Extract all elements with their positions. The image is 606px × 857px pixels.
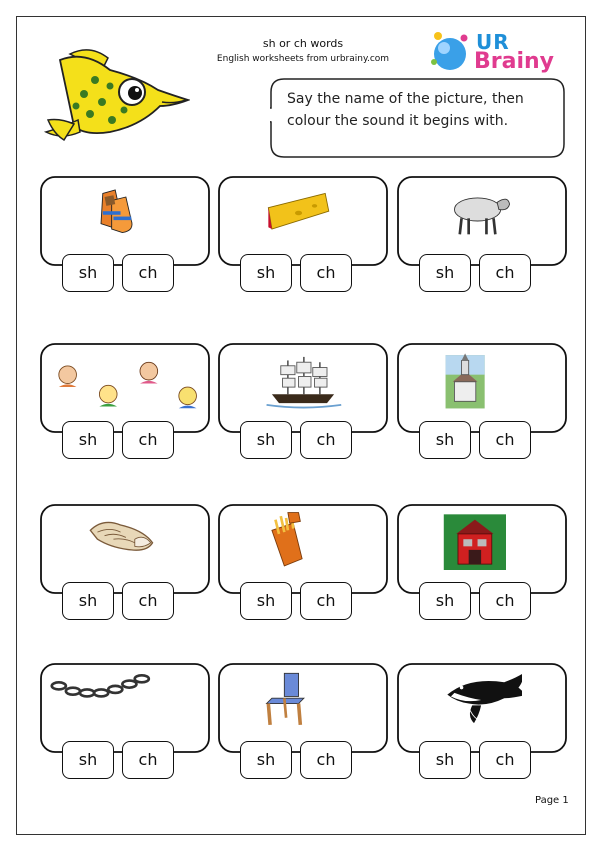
picture-card [40, 504, 210, 626]
picture-card [218, 504, 388, 626]
sound-option-sh[interactable]: sh [419, 421, 471, 459]
shark-icon [442, 671, 522, 729]
shoes-icon [85, 184, 165, 242]
instruction-line-1: Say the name of the picture, then [287, 91, 524, 107]
picture-card [218, 343, 388, 465]
picture-card [397, 504, 567, 626]
sound-option-sh[interactable]: sh [62, 421, 114, 459]
sound-option-ch[interactable]: ch [122, 741, 174, 779]
picture-card [397, 176, 567, 298]
page-number: Page 1 [535, 795, 569, 806]
sound-option-ch[interactable]: ch [479, 741, 531, 779]
sound-option-sh[interactable]: sh [62, 741, 114, 779]
picture-card [218, 176, 388, 298]
sound-option-ch[interactable]: ch [300, 741, 352, 779]
instruction-text [287, 88, 557, 132]
shed-icon [442, 512, 522, 570]
picture-card [40, 343, 210, 465]
picture-card [397, 343, 567, 465]
sound-option-ch[interactable]: ch [300, 254, 352, 292]
chips-icon [263, 512, 343, 570]
sound-option-sh[interactable]: sh [419, 582, 471, 620]
picture-card [40, 663, 210, 785]
worksheet-title: sh or ch words [262, 37, 344, 50]
church-icon [442, 351, 522, 409]
sound-option-sh[interactable]: sh [240, 582, 292, 620]
sound-option-sh[interactable]: sh [419, 254, 471, 292]
shell-icon [85, 512, 165, 570]
ship-icon [263, 351, 343, 409]
instruction-line-2: colour the sound it begins with. [287, 113, 509, 129]
worksheet-subtitle: English worksheets from urbrainy.com [216, 54, 390, 64]
children-icon [50, 351, 200, 409]
sound-option-ch[interactable]: ch [122, 421, 174, 459]
cheese-icon [263, 184, 343, 242]
logo-text-brainy: Brainy [474, 49, 555, 74]
fish-mascot-icon [40, 40, 190, 150]
sound-option-ch[interactable]: ch [479, 582, 531, 620]
sound-option-ch[interactable]: ch [479, 254, 531, 292]
sound-option-ch[interactable]: ch [122, 254, 174, 292]
sound-option-sh[interactable]: sh [240, 421, 292, 459]
sound-option-ch[interactable]: ch [479, 421, 531, 459]
sound-option-sh[interactable]: sh [240, 741, 292, 779]
picture-card [218, 663, 388, 785]
sound-option-sh[interactable]: sh [419, 741, 471, 779]
sound-option-ch[interactable]: ch [300, 582, 352, 620]
sound-option-sh[interactable]: sh [62, 254, 114, 292]
chain-icon [50, 671, 200, 729]
sheep-icon [442, 184, 522, 242]
picture-card [397, 663, 567, 785]
picture-card [40, 176, 210, 298]
sound-option-ch[interactable]: ch [300, 421, 352, 459]
sound-option-sh[interactable]: sh [240, 254, 292, 292]
sound-option-ch[interactable]: ch [122, 582, 174, 620]
chair-icon [263, 671, 343, 729]
logo-text-ur: UR [476, 30, 510, 54]
sound-option-sh[interactable]: sh [62, 582, 114, 620]
